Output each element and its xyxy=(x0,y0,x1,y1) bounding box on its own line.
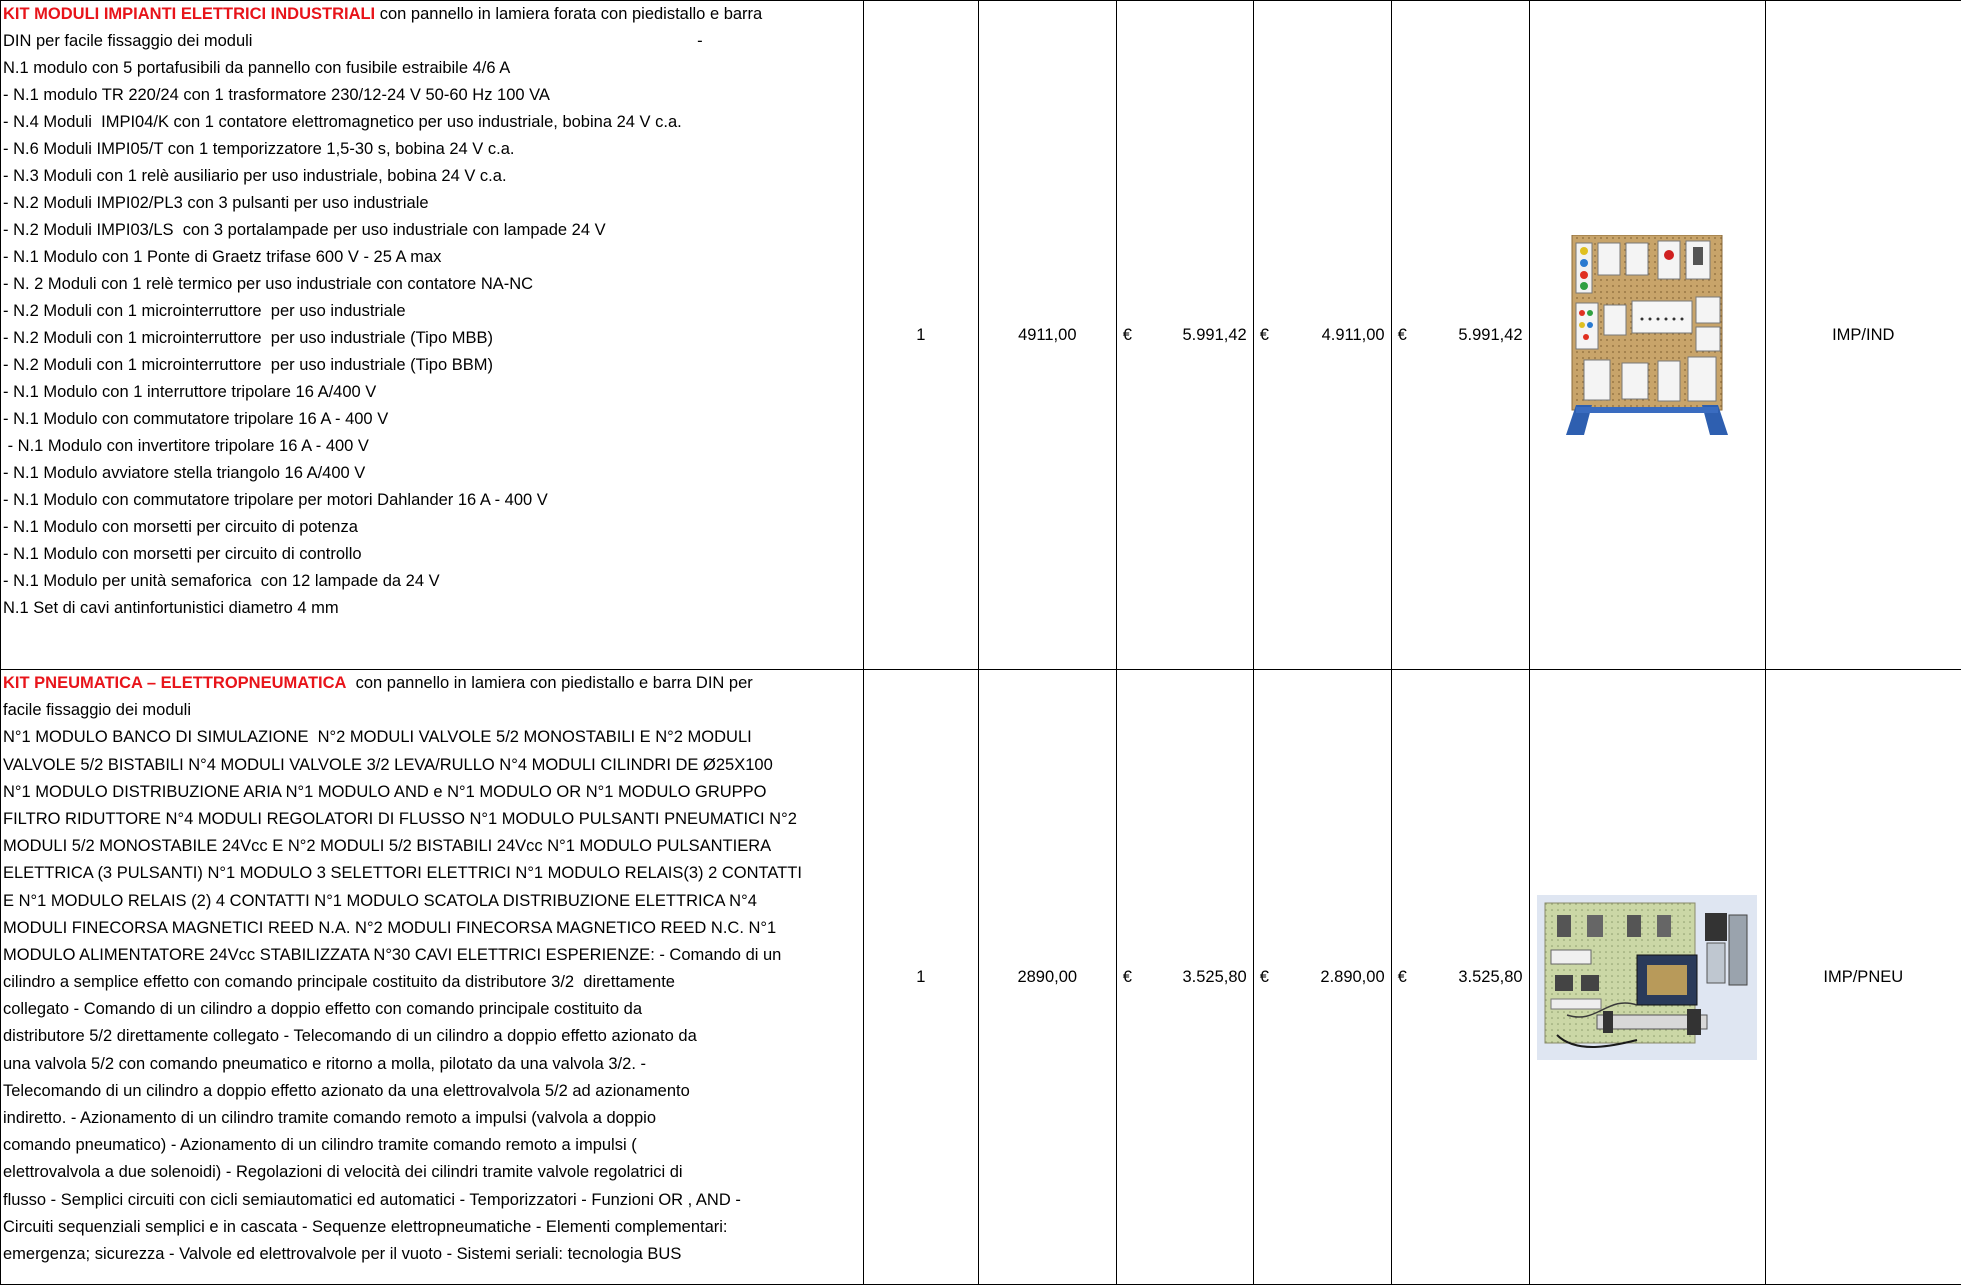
description-line: E N°1 MODULO RELAIS (2) 4 CONTATTI N°1 MODULO SCATOLA DISTRIBUZIONE ELETTRICA N°4 xyxy=(3,888,861,915)
price-cell-1 xyxy=(1116,1,1253,670)
description-title-line xyxy=(3,1,861,28)
description-line: - N.1 Modulo con invertitore tripolare 16 A - 400 V xyxy=(3,433,861,460)
currency-symbol: € xyxy=(1260,968,1269,987)
kit-title-rest: con pannello in lamiera con piedistallo e barra DIN per xyxy=(346,674,752,692)
quantity-cell: 1 xyxy=(863,1,978,670)
description-line: - N.1 Modulo con commutatore tripolare per motori Dahlander 16 A - 400 V xyxy=(3,487,861,514)
price-value: 4.911,00 xyxy=(1322,326,1385,345)
description-line: emergenza; sicurezza - Valvole ed elettrovalvole per il vuoto - Sistemi seriali: tecnologia BUS xyxy=(3,1241,861,1268)
description-line: - N.1 modulo TR 220/24 con 1 trasformatore 230/12-24 V 50-60 Hz 100 VA xyxy=(3,82,861,109)
description-line: cilindro a semplice effetto con comando principale costituito da distributore 3/2 direttamente xyxy=(3,969,861,996)
description-line: N.1 modulo con 5 portafusibili da pannello con fusibile estraibile 4/6 A xyxy=(3,55,861,82)
kit-title: KIT PNEUMATICA – ELETTROPNEUMATICA xyxy=(3,674,346,692)
description-line: facile fissaggio dei moduli xyxy=(3,697,861,724)
description-lines xyxy=(3,28,861,622)
description-line: MODULI 5/2 MONOSTABILE 24Vcc E N°2 MODULI 5/2 BISTABILI 24Vcc N°1 MODULO PULSANTIERA xyxy=(3,833,861,860)
description-line: - N.1 Modulo con 1 interruttore tripolare 16 A/400 V xyxy=(3,379,861,406)
description-line: N.1 Set di cavi antinfortunistici diametro 4 mm xyxy=(3,595,861,622)
description-line: FILTRO RIDUTTORE N°4 MODULI REGOLATORI DI FLUSSO N°1 MODULO PULSANTI PNEUMATICI N°2 xyxy=(3,806,861,833)
description-line: elettrovalvola a due solenoidi) - Regolazioni di velocità dei cilindri tramite valvole regolatrici di xyxy=(3,1159,861,1186)
price-value: 3.525,80 xyxy=(1182,968,1246,987)
price-value: 5.991,42 xyxy=(1182,326,1246,345)
quantity-cell: 1 xyxy=(863,670,978,1285)
currency-symbol: € xyxy=(1398,968,1407,987)
description-line: - N. 2 Moduli con 1 relè termico per uso industriale con contatore NA-NC xyxy=(3,271,861,298)
currency-symbol: € xyxy=(1398,326,1407,345)
description-line: - N.6 Moduli IMPI05/T con 1 temporizzatore 1,5-30 s, bobina 24 V c.a. xyxy=(3,136,861,163)
description-line: - N.1 Modulo con morsetti per circuito di controllo xyxy=(3,541,861,568)
description-line: flusso - Semplici circuiti con cicli semiautomatici ed automatici - Temporizzatori - Funzioni OR , AND - xyxy=(3,1187,861,1214)
table-row xyxy=(1,1,1961,670)
description-line: - N.1 Modulo con 1 Ponte di Graetz trifase 600 V - 25 A max xyxy=(3,244,861,271)
description-line: - N.2 Moduli con 1 microinterruttore per uso industriale (Tipo BBM) xyxy=(3,352,861,379)
product-description xyxy=(1,1,864,670)
description-line: - N.4 Moduli IMPI04/K con 1 contatore elettromagnetico per uso industriale, bobina 24 V c.a. xyxy=(3,109,861,136)
price-cell-3 xyxy=(1391,1,1529,670)
description-line: - N.1 Modulo per unità semaforica con 12 lampade da 24 V xyxy=(3,568,861,595)
description-line: collegato - Comando di un cilindro a doppio effetto con comando principale costituito da xyxy=(3,996,861,1023)
kit-title: KIT MODULI IMPIANTI ELETTRICI INDUSTRIALI xyxy=(3,5,375,23)
price-cell-1 xyxy=(1116,670,1253,1285)
price-value: 3.525,80 xyxy=(1458,968,1522,987)
product-image-cell xyxy=(1529,1,1765,670)
price-cell-2 xyxy=(1253,1,1391,670)
product-image-cell xyxy=(1529,670,1765,1285)
description-lines xyxy=(3,697,861,1268)
description-line: MODULO ALIMENTATORE 24Vcc STABILIZZATA N°30 CAVI ELETTRICI ESPERIENZE: - Comando di un xyxy=(3,942,861,969)
description-line: - N.3 Moduli con 1 relè ausiliario per uso industriale, bobina 24 V c.a. xyxy=(3,163,861,190)
product-code-cell: IMP/IND xyxy=(1765,1,1961,670)
description-line: ELETTRICA (3 PULSANTI) N°1 MODULO 3 SELETTORI ELETTRICI N°1 MODULO RELAIS(3) 2 CONTATTI xyxy=(3,860,861,887)
description-line: - N.1 Modulo avviatore stella triangolo 16 A/400 V xyxy=(3,460,861,487)
product-code-cell: IMP/PNEU xyxy=(1765,670,1961,1285)
description-line: - N.2 Moduli con 1 microinterruttore per uso industriale (Tipo MBB) xyxy=(3,325,861,352)
description-line: - N.2 Moduli con 1 microinterruttore per uso industriale xyxy=(3,298,861,325)
description-line: indiretto. - Azionamento di un cilindro tramite comando remoto a impulsi (valvola a doppio xyxy=(3,1105,861,1132)
description-line: comando pneumatico) - Azionamento di un cilindro tramite comando remoto a impulsi ( xyxy=(3,1132,861,1159)
pneumatic-kit-image xyxy=(1537,895,1757,1060)
price-cell-2 xyxy=(1253,670,1391,1285)
description-line: N°1 MODULO BANCO DI SIMULAZIONE N°2 MODULI VALVOLE 5/2 MONOSTABILI E N°2 MODULI xyxy=(3,724,861,751)
description-line: distributore 5/2 direttamente collegato - Telecomando di un cilindro a doppio effetto azionato da xyxy=(3,1023,861,1050)
currency-symbol: € xyxy=(1260,326,1269,345)
description-line: una valvola 5/2 con comando pneumatico e ritorno a molla, pilotato da una valvola 3/2. - xyxy=(3,1051,861,1078)
net-price-cell: 4911,00 xyxy=(978,1,1116,670)
description-line: MODULI FINECORSA MAGNETICI REED N.A. N°2 MODULI FINECORSA MAGNETICO REED N.C. N°1 xyxy=(3,915,861,942)
description-title-line xyxy=(3,670,861,697)
description-line: N°1 MODULO DISTRIBUZIONE ARIA N°1 MODULO AND e N°1 MODULO OR N°1 MODULO GRUPPO xyxy=(3,779,861,806)
price-value: 2.890,00 xyxy=(1320,968,1384,987)
price-value: 5.991,42 xyxy=(1458,326,1522,345)
description-line: - N.1 Modulo con morsetti per circuito di potenza xyxy=(3,514,861,541)
net-price-cell: 2890,00 xyxy=(978,670,1116,1285)
currency-symbol: € xyxy=(1123,968,1132,987)
description-line: DIN per facile fissaggio dei moduli - xyxy=(3,28,861,55)
product-description xyxy=(1,670,864,1285)
table-row xyxy=(1,670,1961,1285)
description-line: VALVOLE 5/2 BISTABILI N°4 MODULI VALVOLE 3/2 LEVA/RULLO N°4 MODULI CILINDRI DE Ø25X100 xyxy=(3,752,861,779)
currency-symbol: € xyxy=(1123,326,1132,345)
description-line: - N.2 Moduli IMPI03/LS con 3 portalampade per uso industriale con lampade 24 V xyxy=(3,217,861,244)
description-line: - N.1 Modulo con commutatore tripolare 16 A - 400 V xyxy=(3,406,861,433)
description-line: Circuiti sequenziali semplici e in cascata - Sequenze elettropneumatiche - Elementi complementari: xyxy=(3,1214,861,1241)
description-line: Telecomando di un cilindro a doppio effetto azionato da una elettrovalvola 5/2 ad azionamento xyxy=(3,1078,861,1105)
kit-title-rest: con pannello in lamiera forata con piedistallo e barra xyxy=(375,5,762,23)
description-line: - N.2 Moduli IMPI02/PL3 con 3 pulsanti per uso industriale xyxy=(3,190,861,217)
electrical-panel-image xyxy=(1562,235,1732,435)
price-cell-3 xyxy=(1391,670,1529,1285)
